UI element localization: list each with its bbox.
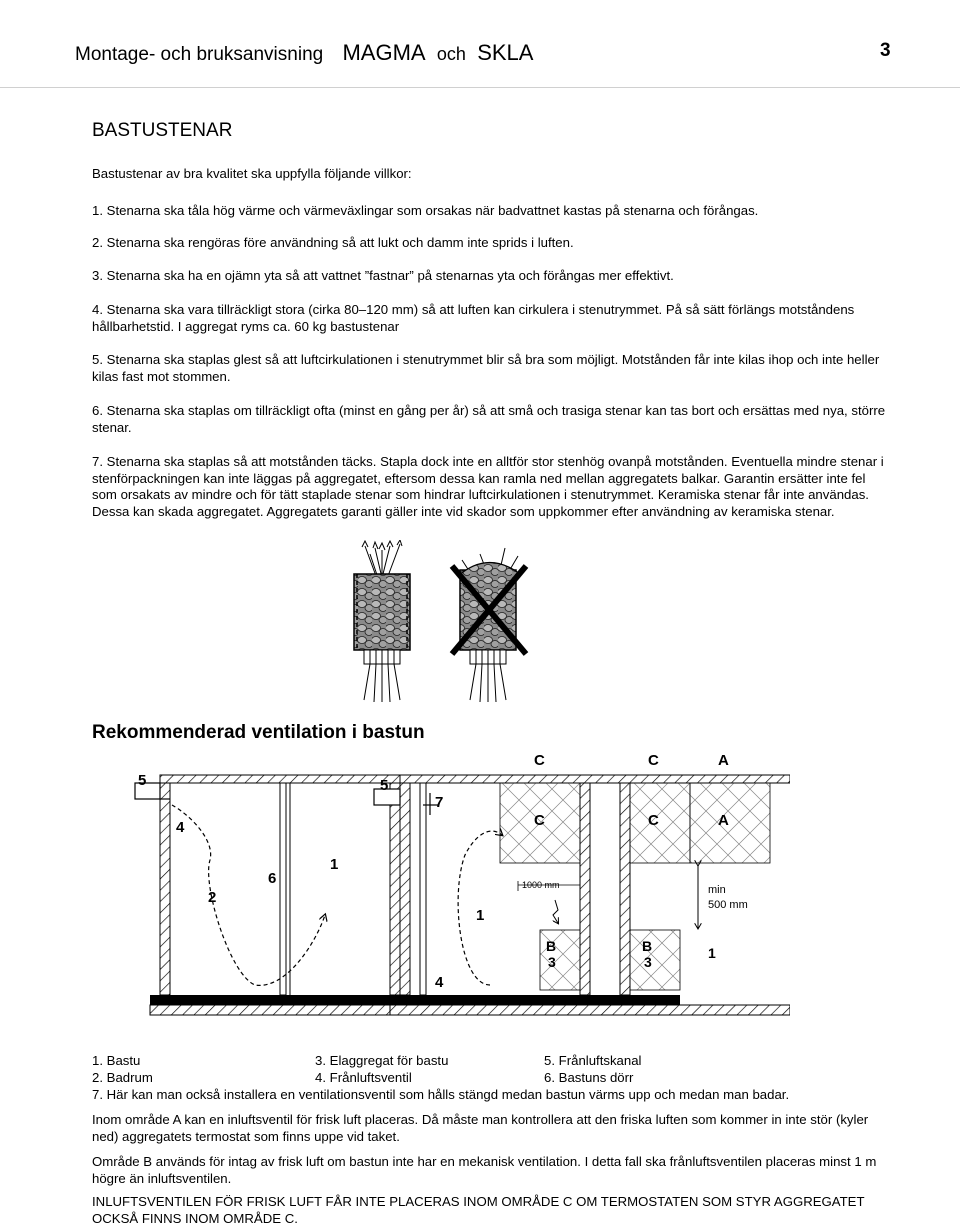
section-title: BASTUSTENAR bbox=[92, 120, 233, 141]
zone-a bbox=[690, 783, 770, 863]
diagram-label: 4 bbox=[435, 974, 444, 991]
diagram-label: 1 bbox=[476, 907, 485, 924]
airflow-path bbox=[172, 805, 325, 985]
list-item: 4. Stenarna ska vara tillräckligt stora (cirka 80–120 mm) så att luften kan cirkulera i stenutrymmet. På så sätt förlängs motståndens hållbarhetstid. I aggregat ryms ca. 60 kg bastustenar bbox=[92, 302, 855, 334]
document-header bbox=[75, 40, 533, 66]
ventilation-diagram bbox=[90, 745, 790, 1030]
diagram-label: 6 bbox=[268, 870, 277, 887]
legend-item: 3. Elaggregat för bastu bbox=[315, 1053, 449, 1068]
section-intro: Bastustenar av bra kvalitet ska uppfylla följande villkor: bbox=[92, 166, 412, 181]
diagram-label: 3 bbox=[548, 954, 556, 970]
label-5: 5 bbox=[138, 772, 147, 789]
diagram-label: 500 mm bbox=[708, 899, 748, 911]
diagram-label: B bbox=[546, 938, 557, 954]
list-item: 6. Stenarna ska staplas om tillräckligt ofta (minst en gång per år) så att små och trasiga stenar kan tas bort och ersättas med nya, större stenar. bbox=[92, 403, 886, 435]
diagram-label: 1 bbox=[708, 945, 716, 961]
page-number: 3 bbox=[880, 40, 891, 61]
stone-stacking-illustration bbox=[330, 540, 570, 705]
list-item: 7. Stenarna ska staplas så att motstånden täcks. Stapla dock inte en alltför stor stenhög ovanpå motstånden. Eventuella mindre stenar i stenförpackningen kan inte läggas på aggregatet, eftersom dessa kan ramla ned mellan aggregatets balkar. Garantin ersätter inte fel som orsakats av mindre och för tätt staplade stenar som hindrar luftcirkulationen i stenutrymmet. Keramiska stenar får inte användas. Dessa kan skada aggregatet. Aggregatets garanti gäller inte vid skador som uppkommer efter användning av keramiska stenar. bbox=[92, 454, 884, 519]
paragraph-zone-a: Inom område A kan en inluftsventil för frisk luft placeras. Då måste man kontrollera att den friska luften som kommer in inte stör (kyler ned) aggregatets termostat som finns uppe vid taket. bbox=[92, 1112, 869, 1144]
header-divider bbox=[0, 87, 960, 88]
diagram-label: C bbox=[648, 752, 659, 769]
zone-b-right bbox=[630, 930, 680, 990]
legend-col2 bbox=[315, 1052, 448, 1086]
diagram-label: C bbox=[534, 812, 545, 829]
air-flow-arrows bbox=[365, 544, 400, 578]
diagram-label: 1000 mm bbox=[522, 880, 560, 890]
ventilation-heading: Rekommenderad ventilation i bastun bbox=[92, 722, 425, 743]
diagram-label: C bbox=[648, 812, 659, 829]
list-item: 5. Stenarna ska staplas glest så att luftcirkulationen i stenutrymmet blir så bra som möjligt. Motstånden får inte kilas ihop och inte heller kilas fast mot stommen. bbox=[92, 352, 880, 384]
list-item: 3. Stenarna ska ha en ojämn yta så att vattnet ”fastnar” på stenarnas yta och förångas mer effektivt. bbox=[92, 268, 674, 283]
legend-item: 4. Frånluftsventil bbox=[315, 1070, 412, 1085]
diagram-label: 1 bbox=[330, 856, 339, 873]
legend-item: 5. Frånluftskanal bbox=[544, 1053, 642, 1068]
diagram-label: 5 bbox=[380, 777, 389, 794]
legend-note-7: 7. Här kan man också installera en ventilationsventil som hålls stängd medan bastun värms upp och medan man badar. bbox=[92, 1087, 790, 1102]
diagram-label: B bbox=[642, 938, 653, 954]
legend-col3 bbox=[544, 1052, 642, 1086]
diagram-label: C bbox=[534, 752, 545, 769]
diagram-label: 4 bbox=[176, 819, 185, 836]
legend-item: 1. Bastu bbox=[92, 1053, 141, 1068]
header-brand-magma: MAGMA bbox=[342, 40, 426, 65]
header-och: och bbox=[436, 44, 466, 64]
header-brand-skla: SKLA bbox=[477, 40, 534, 65]
list-item: 2. Stenarna ska rengöras före användning så att lukt och damm inte sprids i luften. bbox=[92, 235, 574, 250]
diagram-label: A bbox=[718, 812, 729, 829]
warning-text: INLUFTSVENTILEN FÖR FRISK LUFT FÅR INTE PLACERAS INOM OMRÅDE C OM TERMOSTATEN SOM STYR AGGREGATET OCKSÅ FINNS INOM OMRÅDE C. bbox=[92, 1194, 865, 1226]
legend-item: 6. Bastuns dörr bbox=[544, 1070, 634, 1085]
list-item: 1. Stenarna ska tåla hög värme och värmeväxlingar som orsakas när badvattnet kastas på stenarna och förångas. bbox=[92, 203, 759, 218]
legend-col1 bbox=[92, 1052, 153, 1086]
stone-stack bbox=[354, 574, 410, 650]
header-title: Montage- och bruksanvisning bbox=[75, 44, 324, 65]
diagram-label: 2 bbox=[208, 889, 217, 906]
correct-stacking-figure bbox=[354, 540, 410, 702]
incorrect-stacking-figure bbox=[452, 548, 526, 702]
diagram-label: 7 bbox=[435, 794, 444, 811]
diagram-left bbox=[135, 775, 410, 1015]
diagram-label: 3 bbox=[644, 954, 652, 970]
legend-item: 2. Badrum bbox=[92, 1070, 153, 1085]
paragraph-zone-b: Område B används för intag av frisk luft om bastun inte har en mekanisk ventilation. I detta fall ska frånluftsventilen placeras minst 1 m högre än inluftsventilen. bbox=[92, 1154, 877, 1186]
diagram-label: A bbox=[718, 752, 729, 769]
diagram-label: min bbox=[708, 884, 726, 896]
